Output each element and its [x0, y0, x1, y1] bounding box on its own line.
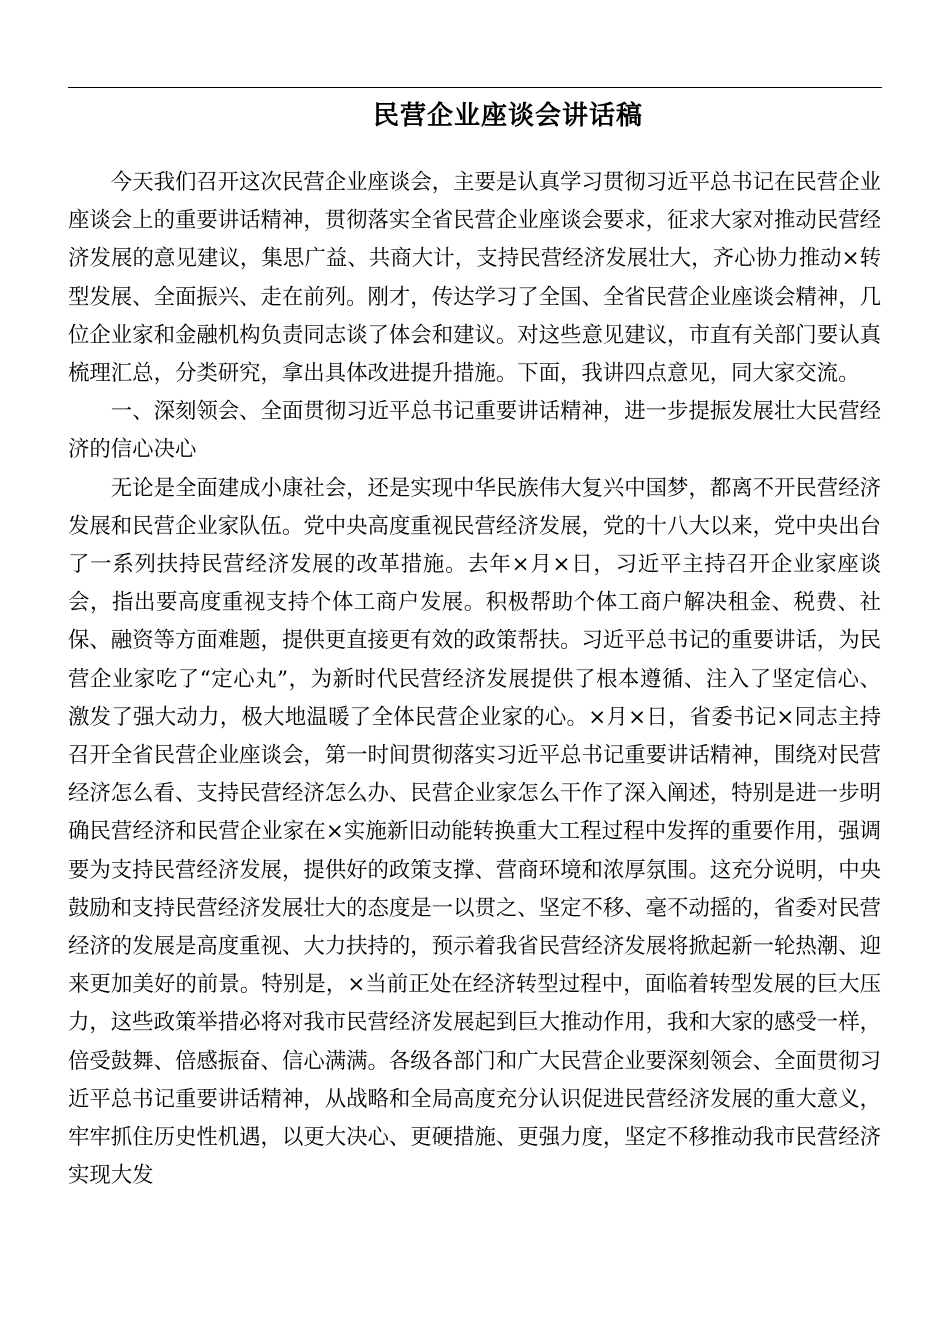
paragraph-intro: 今天我们召开这次民营企业座谈会，主要是认真学习贯彻习近平总书记在民营企业座谈会上的重要讲话精神，贯彻落实全省民营企业座谈会要求，征求大家对推动民营经济发展的意见建议，集思广益、共商大计，支持民营经济发展壮大，齐心协力推动×转型发展、全面振兴、走在前列。刚才，传达学习了全国、全省民营企业座谈会精神，几位企业家和金融机构负责同志谈了体会和建议。对这些意见建议，市直有关部门要认真梳理汇总，分类研究，拿出具体改进提升措施。下面，我讲四点意见，同大家交流。 — [68, 170, 881, 387]
section-heading-1: 一、深刻领会、全面贯彻习近平总书记重要讲话精神，进一步提振发展壮大民营经济的信心决心 — [68, 399, 881, 463]
paragraph-section-1: 无论是全面建成小康社会，还是实现中华民族伟大复兴中国梦，都离不开民营经济发展和民营企业家队伍。党中央高度重视民营经济发展，党的十八大以来，党中央出台了一系列扶持民营经济发展的改革措施。去年×月×日，习近平主持召开企业家座谈会，指出要高度重视支持个体工商户发展。积极帮助个体工商户解决租金、税费、社保、融资等方面难题，提供更直接更有效的政策帮扶。习近平总书记的重要讲话，为民营企业家吃了“定心丸”，为新时代民营经济发展提供了根本遵循、注入了坚定信心、激发了强大动力，极大地温暖了全体民营企业家的心。×月×日，省委书记×同志主持召开全省民营企业座谈会，第一时间贯彻落实习近平总书记重要讲话精神，围绕对民营经济怎么看、支持民营经济怎么办、民营企业家怎么干作了深入阐述，特别是进一步明确民营经济和民营企业家在×实施新旧动能转换重大工程过程中发挥的重要作用，强调要为支持民营经济发展，提供好的政策支撑、营商环境和浓厚氛围。这充分说明，中央鼓励和支持民营经济发展壮大的态度是一以贯之、坚定不移、毫不动摇的，省委对民营经济的发展是高度重视、大力扶持的，预示着我省民营经济发展将掀起新一轮热潮、迎来更加美好的前景。特别是，×当前正处在经济转型过程中，面临着转型发展的巨大压力，这些政策举措必将对我市民营经济发展起到巨大推动作用，我和大家的感受一样，倍受鼓舞、倍感振奋、信心满满。各级各部门和广大民营企业要深刻领会、全面贯彻习近平总书记重要讲话精神，从战略和全局高度充分认识促进民营经济发展的重大意义，牢牢抓住历史性机遇，以更大决心、更硬措施、更强力度，坚定不移推动我市民营经济实现大发 — [68, 475, 881, 1189]
header-rule — [68, 87, 882, 88]
document-title: 民营企业座谈会讲话稿 — [372, 101, 643, 131]
document-body — [68, 164, 881, 1195]
